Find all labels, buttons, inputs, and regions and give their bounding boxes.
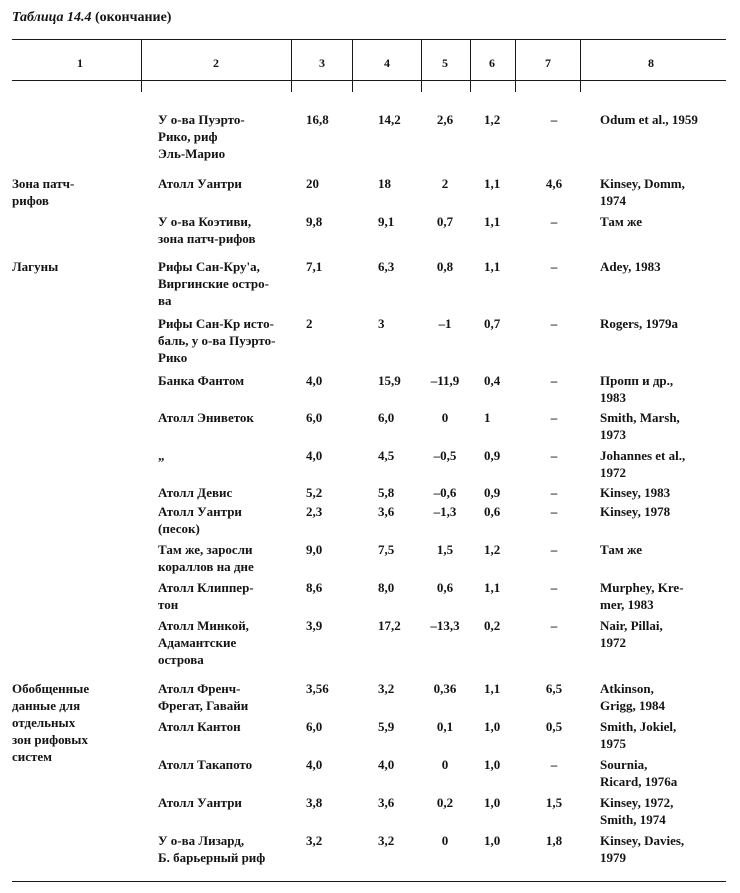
reference-cell: Kinsey, Domm, 1974 bbox=[600, 176, 685, 208]
table-title: Таблица 14.4 bbox=[12, 10, 92, 25]
col6-cell: 1,1 bbox=[484, 259, 501, 274]
col4-cell: 6,3 bbox=[378, 259, 395, 274]
zone-cell: Зона патч- рифов bbox=[12, 176, 75, 208]
col6-cell: 1,0 bbox=[484, 795, 501, 810]
col6-cell: 1,2 bbox=[484, 112, 501, 127]
col4-cell: 7,5 bbox=[378, 542, 395, 557]
reference-cell: Sournia, Ricard, 1976a bbox=[600, 757, 678, 789]
col6-cell: 1,2 bbox=[484, 542, 501, 557]
reference-cell: Atkinson, Grigg, 1984 bbox=[600, 681, 665, 713]
col5-cell: 1,5 bbox=[436, 542, 454, 557]
col5-cell: –13,3 bbox=[430, 618, 460, 633]
reference-cell: Там же bbox=[600, 214, 642, 229]
col7-cell: 4,6 bbox=[545, 176, 563, 191]
col7-cell: – bbox=[550, 448, 558, 463]
reference-cell: Rogers, 1979a bbox=[600, 316, 678, 331]
col7-cell: – bbox=[550, 580, 558, 595]
col3-cell: 3,8 bbox=[306, 795, 323, 810]
col3-cell: 4,0 bbox=[306, 373, 323, 388]
col4-cell: 3,2 bbox=[378, 833, 395, 848]
col7-cell: 1,8 bbox=[545, 833, 563, 848]
col6-cell: 1,1 bbox=[484, 214, 501, 229]
col6-cell: 1,1 bbox=[484, 681, 501, 696]
col4-cell: 17,2 bbox=[378, 618, 401, 633]
col4-cell: 3 bbox=[378, 316, 385, 331]
col5-cell: 0 bbox=[441, 410, 449, 425]
col5-cell: 2 bbox=[441, 176, 449, 191]
site-cell: У о-ва Пуэрто- Рико, риф Эль-Марио bbox=[158, 112, 245, 161]
site-cell: Атолл Минкой, Адамантские острова bbox=[158, 618, 249, 667]
col5-cell: 0,2 bbox=[436, 795, 454, 810]
reference-cell: Kinsey, Davies, 1979 bbox=[600, 833, 685, 865]
table-caption bbox=[12, 10, 171, 26]
col-divider bbox=[580, 40, 581, 92]
col-divider bbox=[421, 40, 422, 92]
col5-cell: –0,5 bbox=[433, 448, 457, 463]
reference-cell: Smith, Marsh, 1973 bbox=[600, 410, 680, 442]
col3-cell: 2,3 bbox=[306, 504, 323, 519]
col4-cell: 14,2 bbox=[378, 112, 401, 127]
col6-cell: 0,2 bbox=[484, 618, 501, 633]
col3-cell: 5,2 bbox=[306, 485, 323, 500]
reference-cell: Adey, 1983 bbox=[600, 259, 661, 274]
header-bottom-rule bbox=[12, 80, 726, 81]
col4-cell: 6,0 bbox=[378, 410, 395, 425]
site-cell: Атолл Френч- Фрегат, Гавайи bbox=[158, 681, 249, 713]
col7-cell: – bbox=[550, 214, 558, 229]
col4-cell: 15,9 bbox=[378, 373, 401, 388]
reference-cell: Odum et al., 1959 bbox=[600, 112, 698, 127]
col5-cell: 0 bbox=[441, 757, 449, 772]
zone-cell: Лагуны bbox=[12, 259, 59, 274]
col6-cell: 1,0 bbox=[484, 757, 501, 772]
col-divider bbox=[141, 40, 142, 92]
col5-cell: 0,8 bbox=[436, 259, 454, 274]
col7-cell: – bbox=[550, 410, 558, 425]
column-header-5: 5 bbox=[442, 56, 448, 70]
site-cell: Атолл Такапото bbox=[158, 757, 253, 772]
col4-cell: 8,0 bbox=[378, 580, 395, 595]
col4-cell: 3,2 bbox=[378, 681, 395, 696]
reference-cell: Murphey, Kre- mer, 1983 bbox=[600, 580, 684, 612]
col6-cell: 1,1 bbox=[484, 580, 501, 595]
col6-cell: 0,9 bbox=[484, 485, 501, 500]
col5-cell: –0,6 bbox=[433, 485, 457, 500]
column-header-4: 4 bbox=[384, 56, 390, 70]
col5-cell: 0,6 bbox=[436, 580, 454, 595]
col4-cell: 5,9 bbox=[378, 719, 395, 734]
site-cell: У о-ва Коэтиви, зона патч-рифов bbox=[158, 214, 256, 246]
col4-cell: 4,5 bbox=[378, 448, 395, 463]
reference-cell: Там же bbox=[600, 542, 642, 557]
column-header-3: 3 bbox=[319, 56, 325, 70]
reference-cell: Kinsey, 1972, Smith, 1974 bbox=[600, 795, 674, 827]
col4-cell: 3,6 bbox=[378, 504, 395, 519]
reference-cell: Kinsey, 1978 bbox=[600, 504, 671, 519]
site-cell: Атолл Уантри bbox=[158, 795, 242, 810]
col5-cell: 0,7 bbox=[436, 214, 454, 229]
col4-cell: 9,1 bbox=[378, 214, 395, 229]
col5-cell: 0,36 bbox=[433, 681, 457, 696]
column-header-8: 8 bbox=[648, 56, 654, 70]
col6-cell: 1 bbox=[484, 410, 491, 425]
col6-cell: 0,9 bbox=[484, 448, 501, 463]
column-header-7: 7 bbox=[545, 56, 551, 70]
col3-cell: 9,0 bbox=[306, 542, 323, 557]
column-header-6: 6 bbox=[489, 56, 495, 70]
site-cell: Атолл Уантри bbox=[158, 176, 242, 191]
col5-cell: 2,6 bbox=[436, 112, 454, 127]
col6-cell: 0,7 bbox=[484, 316, 501, 331]
zone-cell: Обобщенные данные для отдельных зон рифовых систем bbox=[12, 681, 90, 764]
col7-cell: 0,5 bbox=[545, 719, 563, 734]
col6-cell: 0,4 bbox=[484, 373, 501, 388]
col6-cell: 0,6 bbox=[484, 504, 501, 519]
reference-cell: Johannes et al., 1972 bbox=[600, 448, 686, 480]
site-cell: Там же, заросли кораллов на дне bbox=[158, 542, 254, 574]
col3-cell: 6,0 bbox=[306, 410, 323, 425]
site-cell: Рифы Сан-Кр истo- баль, у о-ва Пуэрто- Рико bbox=[158, 316, 276, 365]
col3-cell: 16,8 bbox=[306, 112, 329, 127]
col3-cell: 4,0 bbox=[306, 757, 323, 772]
reference-cell: Пропп и др., 1983 bbox=[600, 373, 674, 405]
col7-cell: – bbox=[550, 618, 558, 633]
col7-cell: – bbox=[550, 112, 558, 127]
col7-cell: 6,5 bbox=[545, 681, 563, 696]
col6-cell: 1,0 bbox=[484, 833, 501, 848]
col7-cell: – bbox=[550, 757, 558, 772]
table-note: (окончание) bbox=[94, 10, 172, 25]
site-cell: Рифы Сан-Кру'а, Виргинские остро- ва bbox=[158, 259, 269, 308]
col6-cell: 1,0 bbox=[484, 719, 501, 734]
col4-cell: 4,0 bbox=[378, 757, 395, 772]
col5-cell: 0 bbox=[441, 833, 449, 848]
column-header-2: 2 bbox=[213, 56, 219, 70]
col-divider bbox=[352, 40, 353, 92]
col3-cell: 3,9 bbox=[306, 618, 323, 633]
col7-cell: – bbox=[550, 259, 558, 274]
col4-cell: 3,6 bbox=[378, 795, 395, 810]
site-cell: Атолл Эниветок bbox=[158, 410, 254, 425]
col7-cell: 1,5 bbox=[545, 795, 563, 810]
reference-cell: Nair, Pillai, 1972 bbox=[600, 618, 663, 650]
col5-cell: –1,3 bbox=[433, 504, 457, 519]
col7-cell: – bbox=[550, 485, 558, 500]
site-cell: Банка Фантом bbox=[158, 373, 245, 388]
col-divider bbox=[515, 40, 516, 92]
column-header-1: 1 bbox=[77, 56, 83, 70]
col3-cell: 2 bbox=[306, 316, 313, 331]
col3-cell: 20 bbox=[306, 176, 319, 191]
col7-cell: – bbox=[550, 373, 558, 388]
col3-cell: 3,56 bbox=[306, 681, 329, 696]
col7-cell: – bbox=[550, 504, 558, 519]
site-cell: Атолл Кантон bbox=[158, 719, 241, 734]
col3-cell: 3,2 bbox=[306, 833, 323, 848]
col-divider bbox=[291, 40, 292, 92]
col3-cell: 6,0 bbox=[306, 719, 323, 734]
col4-cell: 5,8 bbox=[378, 485, 395, 500]
site-cell: „ bbox=[158, 448, 165, 463]
col6-cell: 1,1 bbox=[484, 176, 501, 191]
col5-cell: 0,1 bbox=[436, 719, 454, 734]
col4-cell: 18 bbox=[378, 176, 391, 191]
header-top-rule bbox=[12, 39, 726, 40]
col5-cell: –11,9 bbox=[430, 373, 460, 388]
site-cell: Атолл Клиппер- тон bbox=[158, 580, 254, 612]
col7-cell: – bbox=[550, 542, 558, 557]
reference-cell: Smith, Jokiel, 1975 bbox=[600, 719, 677, 751]
table-bottom-rule bbox=[12, 881, 726, 882]
col3-cell: 8,6 bbox=[306, 580, 323, 595]
reference-cell: Kinsey, 1983 bbox=[600, 485, 671, 500]
site-cell: Атолл Девис bbox=[158, 485, 233, 500]
col3-cell: 4,0 bbox=[306, 448, 323, 463]
col3-cell: 9,8 bbox=[306, 214, 323, 229]
col7-cell: – bbox=[550, 316, 558, 331]
site-cell: Атолл Уантри (песок) bbox=[158, 504, 242, 536]
col3-cell: 7,1 bbox=[306, 259, 323, 274]
site-cell: У о-ва Лизард, Б. барьерный риф bbox=[158, 833, 266, 865]
col-divider bbox=[470, 40, 471, 92]
col5-cell: –1 bbox=[438, 316, 452, 331]
